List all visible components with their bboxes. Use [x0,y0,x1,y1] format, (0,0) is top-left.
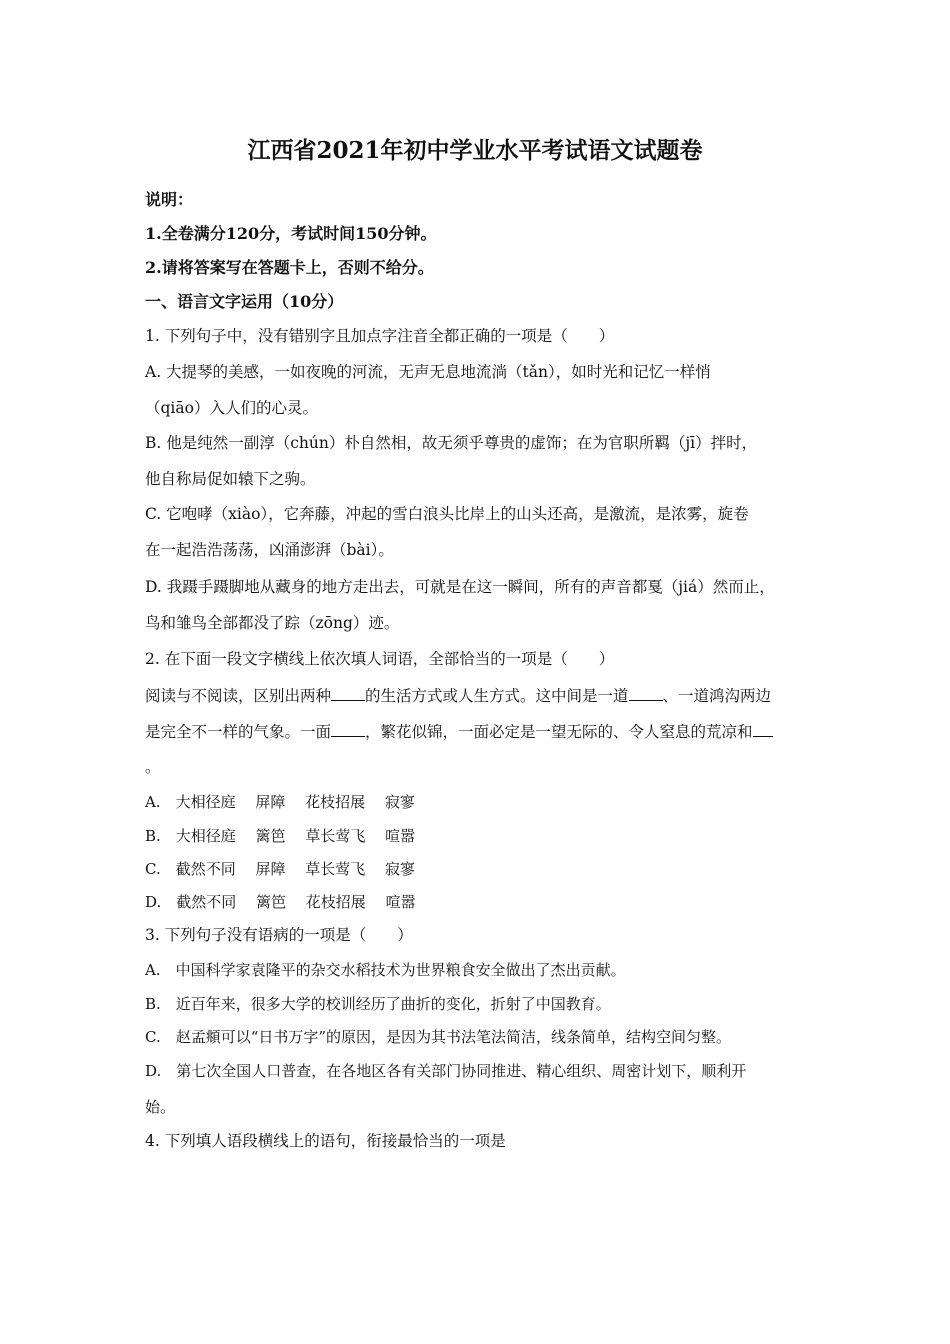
q1-option-c-line2: 在一起浩浩荡荡，凶涌澎湃（bài）。 [145,541,394,559]
q1-option-a-line2: （qiāo）入人们的心灵。 [145,399,318,417]
q3-option-d-line2: 始。 [145,1098,176,1116]
q3-option-c: C. 赵孟頫可以“日书万字”的原因，是因为其书法笔法简洁，线条简单，结构空间匀整。 [145,1028,732,1046]
q2-passage-text: 的生活方式或人生方式。这中间是一道 [365,687,629,705]
q1-option-c-line1: C. 它咆哮（xiào），它奔藤，冲起的雪白浪头比岸上的山头还高，是激流，是浓雾，旋卷 [145,505,749,523]
q3-option-a: A. 中国科学家袁隆平的杂交水稻技术为世界粮食安全做出了杰出贡献。 [145,961,626,979]
page-title: 江西省2021年初中学业水平考试语文试题卷 [247,137,703,164]
q2-option-d: D. 截然不同 篱笆 花枝招展 喧嚣 [145,893,416,911]
note-2: 2.请将答案写在答题卡上，否则不给分。 [145,258,434,277]
q1-option-b-line2: 他自称局促如辕下之驹。 [145,470,316,488]
q1-option-d-line2: 鸟和雏鸟全部都没了踪（zōng）迹。 [145,614,400,632]
q1-option-b-line1: B. 他是纯然一副淳（chún）朴自然相，故无须乎尊贵的虚饰；在为官职所羁（jī）拌时， [145,434,758,452]
notes-heading: 说明： [145,190,194,209]
section-heading: 一、语言文字运用（10分） [145,292,344,311]
fill-blank [753,721,773,737]
q2-passage-text: ，繁花似锦，一面必定是一望无际的、令人窒息的荒凉和 [365,723,753,741]
q3-stem: 3. 下列句子没有语病的一项是（ ） [145,926,413,944]
q3-option-d-line1: D. 第七次全国人口普查，在各地区各有关部门协同推进、精心组织、周密计划下，顺利开 [145,1062,747,1080]
q2-option-b: B. 大相径庭 篱笆 草长莺飞 喧嚣 [145,827,416,845]
q1-option-d-line1: D. 我蹑手蹑脚地从藏身的地方走出去，可就是在这一瞬间，所有的声音都戛（jiá）然而止， [145,578,775,596]
q2-passage-line1 [145,685,771,706]
q4-stem: 4. 下列填人语段横线上的语句，衔接最恰当的一项是 [145,1132,506,1150]
fill-blank [331,721,365,737]
q2-option-c: C. 截然不同 屏障 草长莺飞 寂寥 [145,860,416,878]
q2-passage-text: 阅读与不阅读，区别出两种 [145,687,332,705]
fill-blank [331,685,365,701]
q1-stem: 1. 下列句子中，没有错别字且加点字注音全都正确的一项是（ ） [145,327,615,345]
q2-passage-text: 、一道鸿沟两边 [662,687,772,705]
q2-passage-line3: 。 [145,758,161,776]
q2-passage-line2 [145,721,773,742]
q1-option-a-line1: A. 大提琴的美感，一如夜晚的河流，无声无息地流淌（tǎn），如时光和记忆一样悄 [145,363,711,381]
note-1: 1.全卷满分120分，考试时间150分钟。 [145,224,437,243]
q3-option-b: B. 近百年来，很多大学的校训经历了曲折的变化，折射了中国教育。 [145,995,611,1013]
q2-stem: 2. 在下面一段文字横线上依次填人词语，全部恰当的一项是（ ） [145,650,615,668]
q2-passage-text: 是完全不一样的气象。一面 [145,723,332,741]
q2-option-a: A. 大相径庭 屏障 花枝招展 寂寥 [145,793,415,811]
fill-blank [629,685,663,701]
